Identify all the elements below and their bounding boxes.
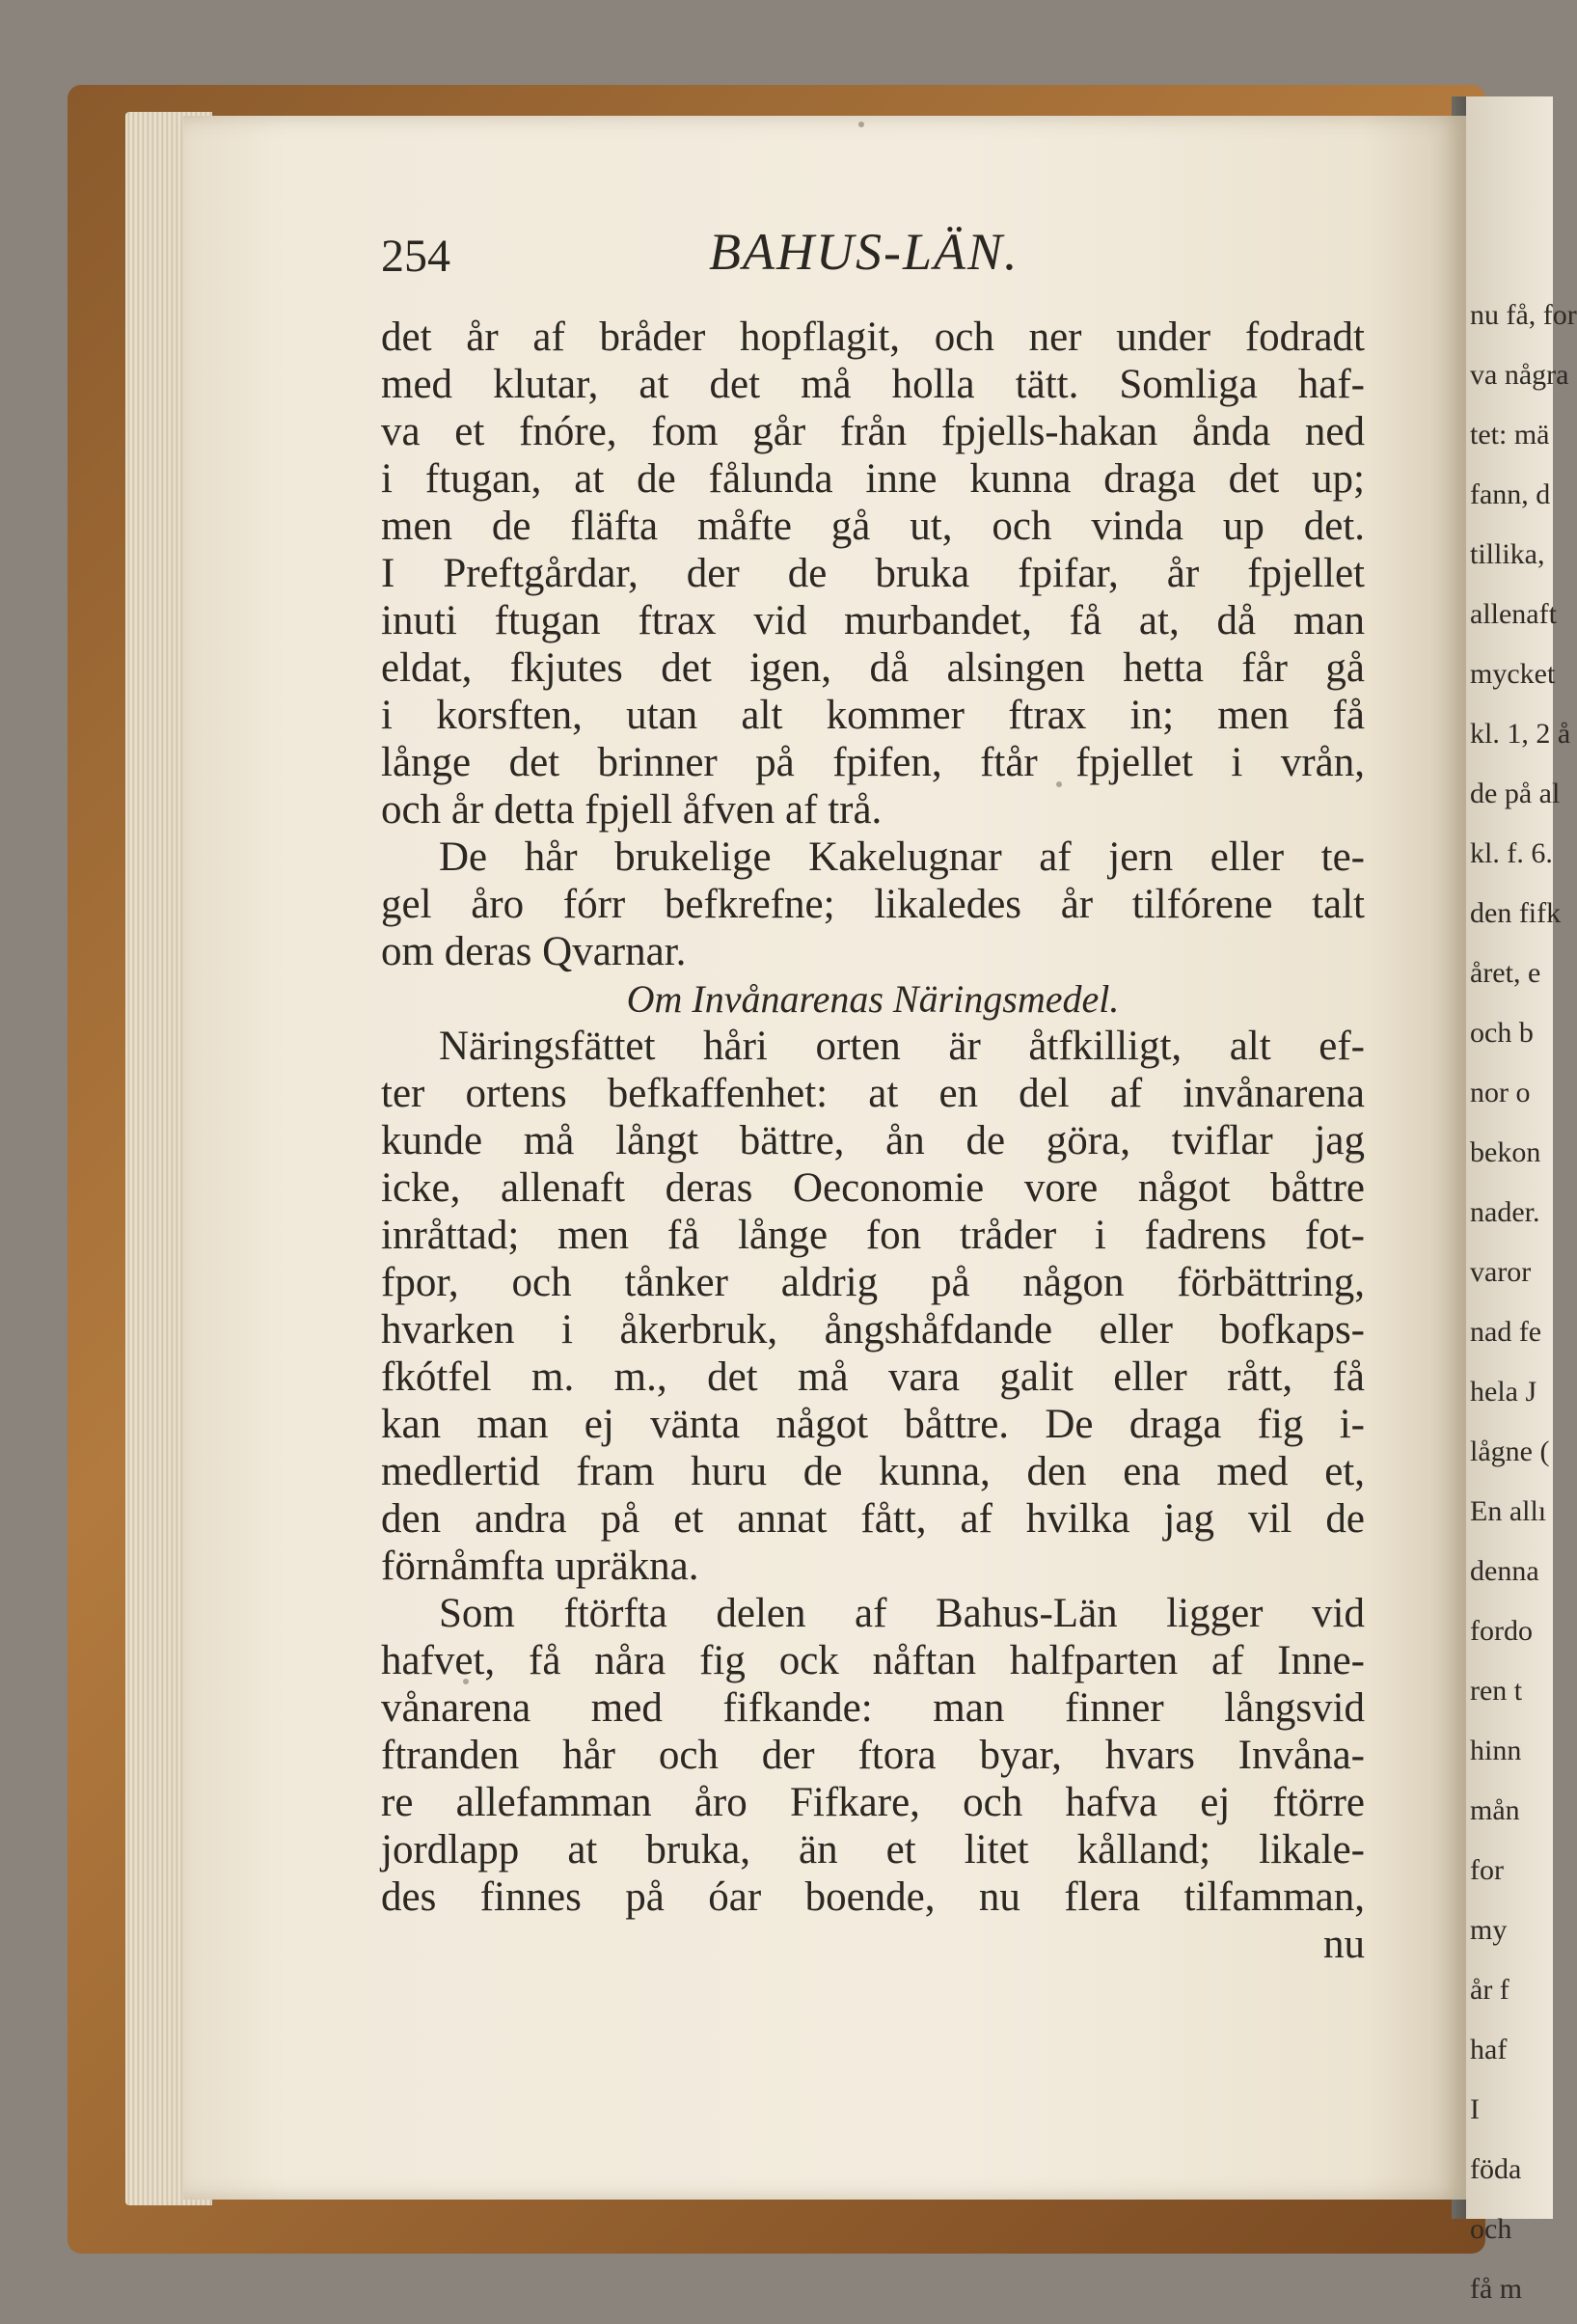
facing-page-fragment: va några [1470,359,1569,391]
text-line: kunde må långt bättre, ån de göra, tviflar jag [381,1118,1365,1163]
facing-page-fragment: de på al [1470,778,1561,809]
facing-page-fragment: tet: mä [1470,419,1550,451]
running-title: BAHUS-LÄN. [709,223,1020,281]
facing-page-fragment: nader. [1470,1196,1540,1228]
facing-page-fragment: hinn [1470,1735,1522,1766]
text-line: hvarken i åkerbruk, ångshåfdande eller bofkaps- [381,1307,1365,1353]
facing-page-fragment: kl. 1, 2 å [1470,718,1571,750]
facing-page-fragment: fann, d [1470,478,1551,510]
facing-page-fragment: föda [1470,2153,1522,2185]
text-line: gel åro fórr befkrefne; likaledes år tilfórene talt [381,882,1365,927]
facing-page [1466,96,1577,2305]
section-heading: Om Invånarenas Näringsmedel. [626,977,1120,1021]
text-line: fpor, och tånker aldrig på någon förbättring, [381,1260,1365,1305]
facing-page-fragment: my [1470,1914,1508,1946]
facing-page-fragment: år f [1470,1974,1509,2006]
text-line: och år detta fpjell åfven af trå. [381,787,883,833]
facing-page-fragment: nad fe [1470,1316,1542,1348]
text-line: De hår brukelige Kakelugnar af jern eller te- [439,834,1365,880]
text-line: långe det brinner på fpifen, ftår fpjellet i vrån, [381,740,1365,785]
text-line: vånarena med fifkande: man finner långsvid [381,1685,1365,1731]
text-line: hafvet, få nåra fig ock nåftan halfparten af Inne- [381,1638,1365,1683]
facing-page-fragment: kl. f. 6. [1470,837,1553,869]
facing-page-fragment: hela J [1470,1376,1537,1408]
facing-page-fragment: denna [1470,1555,1539,1587]
facing-page-fragment: få m [1470,2273,1523,2305]
facing-page-fragment: tillika, [1470,538,1545,570]
text-line: Som ftörfta delen af Bahus-Län ligger vid [439,1591,1365,1636]
text-line: men de fläfta måfte gå ut, och vinda up det. [381,504,1365,549]
facing-page-fragment: nu få, for [1470,299,1577,331]
text-line: i korsften, utan alt kommer ftrax in; men få [381,693,1365,738]
text-line: ftranden hår och der ftora byar, hvars Invåna- [381,1733,1365,1778]
facing-page-fragment: och [1470,2213,1512,2245]
facing-page-fragment: året, e [1470,957,1541,989]
text-line: ter ortens befkaffenhet: at en del af invånarena [381,1071,1365,1116]
facing-page-fragment: for [1470,1854,1504,1886]
text-line: des finnes på óar boende, nu flera tilfamman, [381,1874,1365,1920]
text-line: eldat, fkjutes det igen, då alsingen hetta får gå [381,645,1365,691]
text-line: I Preftgårdar, der de bruka fpifar, år fpjellet [381,551,1365,596]
text-line: Näringsfättet håri orten är åtfkilligt, alt ef- [439,1024,1365,1069]
facing-page-fragment: En allı [1470,1495,1547,1527]
text-line: fkótfel m. m., det må vara galit eller rått, få [381,1354,1365,1400]
facing-page-fragment: och b [1470,1017,1534,1049]
facing-page-fragment: den fifk [1470,897,1562,929]
text-line: icke, allenaft deras Oeconomie vore något båttre [381,1165,1365,1211]
page-header [381,223,1403,297]
catchword: nu [1323,1922,1365,1967]
facing-page-fragment: ren t [1470,1675,1523,1707]
facing-page-fragment: mycket [1470,658,1556,690]
text-line: den andra på et annat fått, af hvilka jag vil de [381,1496,1365,1542]
facing-page-fragment: nor o [1470,1077,1531,1108]
text-line: i ftugan, at de fålunda inne kunna draga det up; [381,456,1365,502]
facing-page-fragment: lågne ( [1470,1435,1550,1467]
text-line: va et fnóre, fom går från fpjells-hakan ånda ned [381,409,1365,454]
facing-page-fragment: I [1470,2093,1480,2125]
text-line: medlertid fram huru de kunna, den ena med et, [381,1449,1365,1494]
text-line: förnåmfta upräkna. [381,1544,699,1589]
text-line: inuti ftugan ftrax vid murbandet, få at, då man [381,598,1365,643]
text-line: om deras Qvarnar. [381,929,687,974]
text-line: med klutar, at det må holla tätt. Somliga haf- [381,362,1365,407]
facing-page-fragment: allenaft [1470,598,1557,630]
page-number: 254 [381,231,450,282]
facing-page-fragment: mån [1470,1794,1520,1826]
facing-page-fragment: fordo [1470,1615,1533,1647]
facing-page-fragment: varor [1470,1256,1532,1288]
body-text [381,314,1365,1968]
text-line: jordlapp at bruka, än et litet kålland; likale- [381,1827,1365,1873]
text-line: det år af bråder hopflagit, och ner under fodradt [381,314,1365,360]
text-line: re allefamman åro Fifkare, och hafva ej ftörre [381,1780,1365,1825]
facing-page-fragment: bekon [1470,1136,1541,1168]
facing-page-fragment: haf [1470,2034,1508,2065]
text-line: kan man ej vänta något båttre. De draga fig i- [381,1402,1365,1447]
text-line: inråttad; men få långe fon tråder i fadrens fot- [381,1213,1365,1258]
